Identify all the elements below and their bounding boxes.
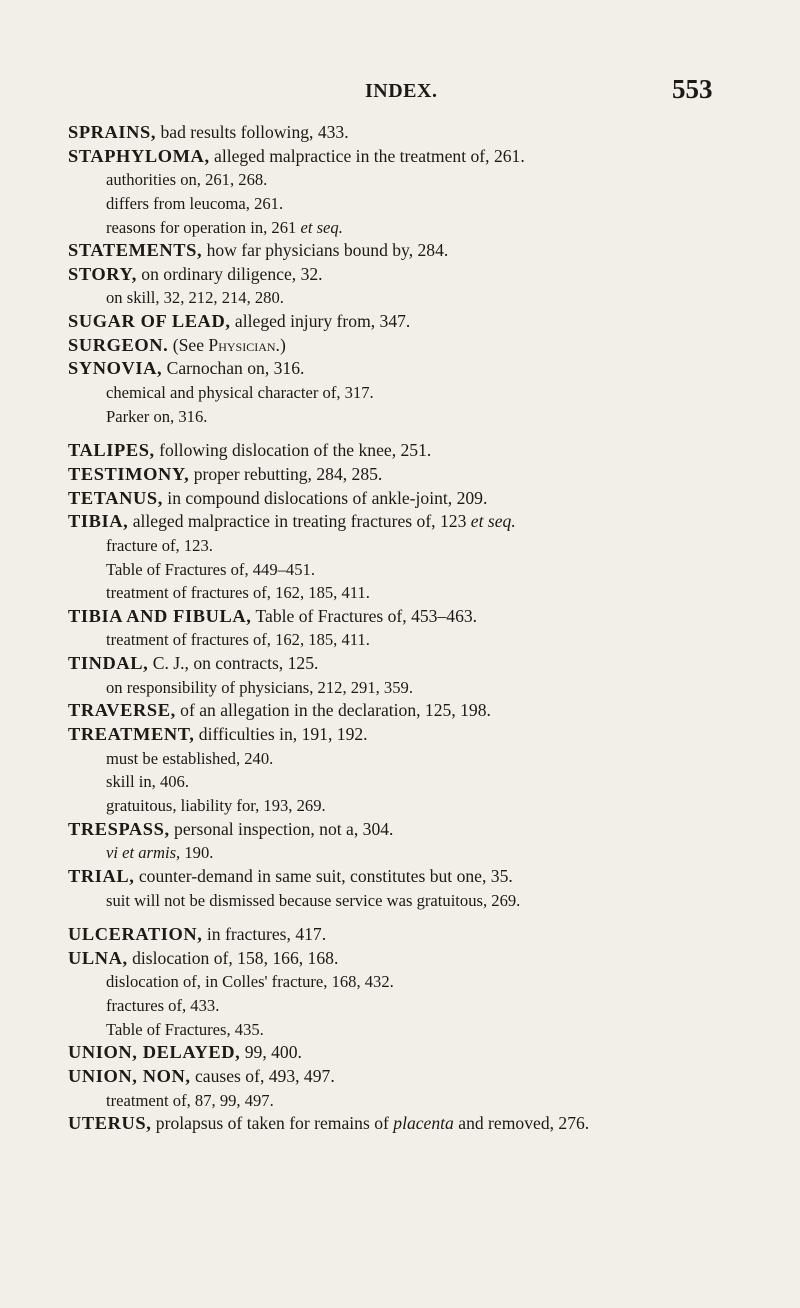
index-subentry (68, 168, 788, 192)
index-subentry (68, 676, 788, 700)
entry-text: Table of Fractures of, 453–463. (251, 605, 478, 626)
entry-text: 99, 400. (240, 1042, 302, 1063)
entry-text: in fractures, 417. (202, 924, 327, 945)
index-entry (68, 121, 788, 145)
entry-heading: TREATMENT, (68, 724, 195, 745)
index-subentry (68, 841, 788, 865)
index-subentry (68, 216, 788, 240)
subentry-text: skill in, 406. (106, 772, 189, 792)
index-entry (68, 1041, 788, 1065)
entry-heading: ULCERATION, (68, 924, 203, 945)
index-subentry (68, 1089, 788, 1113)
entry-heading: TETANUS, (68, 487, 163, 508)
entry-heading: STORY, (68, 263, 137, 284)
index-entry (68, 510, 788, 534)
entry-text: (See (168, 334, 209, 355)
page-header (0, 74, 800, 108)
index-entry (68, 487, 788, 511)
entry-text: causes of, 493, 497. (190, 1065, 335, 1086)
entry-heading: TIBIA AND FIBULA, (68, 605, 252, 626)
subentry-italic-text: et seq. (300, 217, 343, 237)
entry-text: proper rebutting, 284, 285. (189, 463, 383, 484)
entry-text: on ordinary diligence, 32. (136, 263, 323, 284)
subentry-text: on skill, 32, 212, 214, 280. (106, 288, 284, 308)
index-entry (68, 1112, 788, 1136)
index-subentry (68, 1018, 788, 1042)
entry-text: difficulties in, 191, 192. (194, 724, 368, 745)
subentry-text: authorities on, 261, 268. (106, 170, 268, 190)
entry-text: alleged injury from, 347. (230, 311, 411, 332)
entry-heading: UTERUS, (68, 1113, 152, 1134)
running-head: INDEX. (365, 80, 438, 102)
entry-text: dislocation of, 158, 166, 168. (127, 947, 339, 968)
entry-heading: SPRAINS, (68, 122, 157, 142)
index-subentry (68, 794, 788, 818)
index-subentry (68, 405, 788, 429)
entry-italic-text: placenta (393, 1113, 454, 1134)
entry-heading: UNION, DELAYED, (68, 1042, 241, 1063)
index-subentry (68, 286, 788, 310)
subentry-text: on responsibility of physicians, 212, 291, 359. (106, 677, 413, 697)
entry-text: C. J., on contracts, 125. (148, 653, 319, 674)
entry-text-tail: and removed, 276. (453, 1113, 590, 1134)
index-subentry (68, 534, 788, 558)
index-entry (68, 263, 788, 287)
index-entry (68, 463, 788, 487)
entry-text: how far physicians bound by, 284. (202, 240, 449, 261)
index-subentry (68, 994, 788, 1018)
index-entry (68, 923, 788, 947)
subentry-text: suit will not be dismissed because service was gratuitous, 269. (106, 890, 521, 910)
subentry-text: treatment of, 87, 99, 497. (106, 1090, 274, 1110)
entry-text: bad results following, 433. (156, 122, 349, 142)
entry-heading: TESTIMONY, (68, 463, 190, 484)
index-subentry (68, 747, 788, 771)
entry-heading: ULNA, (68, 947, 128, 968)
entry-heading: TRESPASS, (68, 818, 170, 839)
index-entry (68, 310, 788, 334)
index-subentry (68, 628, 788, 652)
index-subentry (68, 889, 788, 913)
entry-text: Carnochan on, 316. (162, 358, 305, 379)
index-entries (68, 121, 788, 1136)
subentry-text: Table of Fractures, 435. (106, 1019, 264, 1039)
entry-heading: TALIPES, (68, 440, 155, 461)
index-entry (68, 239, 788, 263)
index-entry (68, 699, 788, 723)
entry-heading: SUGAR OF LEAD, (68, 311, 231, 332)
entry-heading: SURGEON. (68, 334, 169, 355)
entry-heading: UNION, NON, (68, 1065, 191, 1086)
entry-heading: SYNOVIA, (68, 358, 163, 379)
entry-text: personal inspection, not a, 304. (169, 818, 394, 839)
subentry-italic-text: vi et armis, (106, 843, 181, 863)
subentry-text: Table of Fractures of, 449–451. (106, 559, 315, 579)
entry-text-tail: ) (279, 334, 286, 355)
entry-heading: TRAVERSE, (68, 700, 176, 721)
index-entry (68, 439, 788, 463)
entry-text: prolapsus of taken for remains of (151, 1113, 394, 1134)
index-entry (68, 145, 788, 169)
subentry-text: must be established, 240. (106, 748, 274, 768)
index-subentry (68, 192, 788, 216)
index-entry (68, 947, 788, 971)
subentry-text: fractures of, 433. (106, 996, 220, 1016)
index-subentry (68, 558, 788, 582)
index-subentry (68, 381, 788, 405)
entry-text: counter-demand in same suit, constitutes but one, 35. (134, 865, 513, 886)
entry-heading: STATEMENTS, (68, 240, 203, 261)
subentry-text: treatment of fractures of, 162, 185, 411. (106, 630, 370, 650)
entry-cross-reference: Physician. (208, 334, 280, 355)
subentry-text: chemical and physical character of, 317. (106, 383, 374, 403)
entry-heading: TIBIA, (68, 511, 129, 532)
entry-text: alleged malpractice in the treatment of, 261. (209, 145, 525, 166)
index-subentry (68, 581, 788, 605)
subentry-text: Parker on, 316. (106, 406, 208, 426)
subentry-text: treatment of fractures of, 162, 185, 411. (106, 583, 370, 603)
entry-italic-text: et seq. (470, 511, 516, 532)
index-entry (68, 605, 788, 629)
index-entry (68, 865, 788, 889)
entry-heading: TRIAL, (68, 865, 135, 886)
index-entry (68, 652, 788, 676)
index-entry (68, 357, 788, 381)
subentry-text: reasons for operation in, 261 (106, 217, 301, 237)
entry-heading: TINDAL, (68, 653, 149, 674)
entry-text: of an allegation in the declaration, 125, 198. (175, 700, 491, 721)
entry-text: in compound dislocations of ankle-joint, 209. (162, 487, 488, 508)
subentry-text: gratuitous, liability for, 193, 269. (106, 795, 326, 815)
index-entry (68, 1065, 788, 1089)
page-number: 553 (672, 74, 713, 104)
subentry-text: fracture of, 123. (106, 535, 213, 555)
entry-heading: STAPHYLOMA, (68, 145, 210, 166)
subentry-text: dislocation of, in Colles' fracture, 168, 432. (106, 972, 394, 992)
index-entry (68, 334, 788, 358)
index-entry (68, 818, 788, 842)
entry-text: alleged malpractice in treating fractures of, 123 (128, 511, 471, 532)
index-entry (68, 723, 788, 747)
entry-text: following dislocation of the knee, 251. (154, 440, 432, 461)
subentry-text: differs from leucoma, 261. (106, 193, 284, 213)
index-subentry (68, 970, 788, 994)
index-subentry (68, 770, 788, 794)
subentry-text: 190. (180, 843, 214, 863)
